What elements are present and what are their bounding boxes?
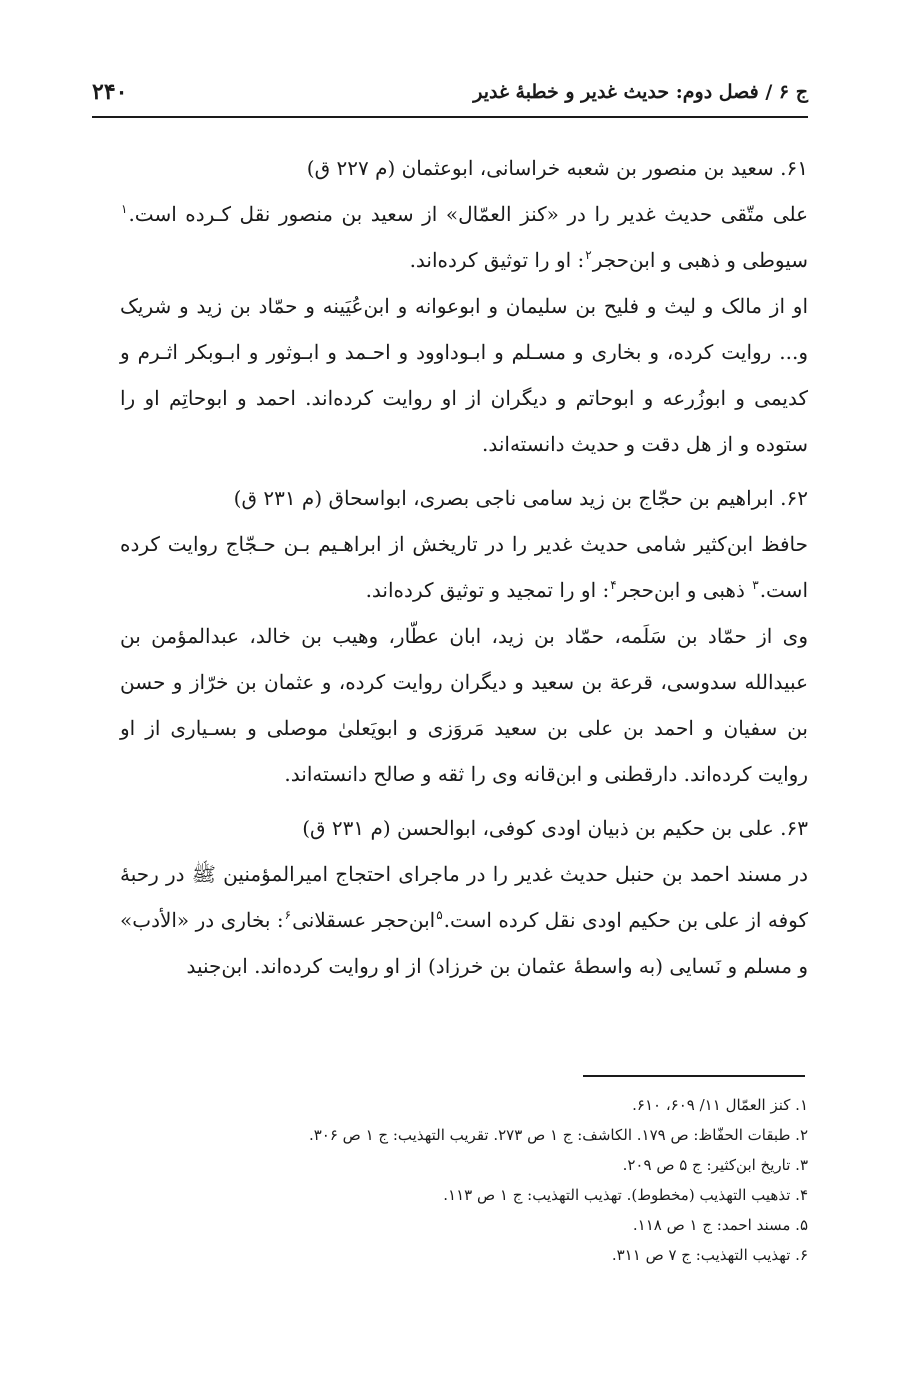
entry-62 — [120, 475, 808, 797]
entry-text-part: : او را تمجید و توثیق کرده‌اند. — [365, 578, 610, 602]
entry-text — [120, 851, 808, 989]
entry-text-part: در مسند احمد بن حنبل حدیث غدیر را در ماجرای احتجاج امیرالمؤمنین ﷺ در رحبهٔ کوفه از علی بن حکیم اودی نقل کرده است. — [120, 862, 808, 932]
footnote-ref[interactable]: ۴ — [610, 578, 617, 593]
entry-63 — [120, 805, 808, 989]
entry-text-part: : بخاری در «الأدب» و مسلم و نَسایی (به واسطهٔ عثمان بن خرزاد) از او روایت کرده‌اند. ابن‌جنید — [120, 908, 808, 978]
entry-text-part: علی متّقی حدیث غدیر را در «کنز العمّال» از سعید بن منصور نقل کـرده است. — [128, 202, 808, 226]
entry-heading: ۶۳. علی بن حکیم بن ذبیان اودی کوفی، ابوالحسن (م ۲۳۱ ق) — [302, 816, 808, 840]
footnote-item: ۱. کنز العمّال ۱۱/ ۶۰۹، ۶۱۰. — [632, 1096, 808, 1114]
footnotes-list — [200, 1090, 808, 1270]
entry-heading: ۶۲. ابراهیم بن حجّاج بن زید سامی ناجی بصری، ابواسحاق (م ۲۳۱ ق) — [233, 486, 808, 510]
entry-text-part: ابن‌حجر عسقلانی — [292, 908, 436, 932]
footnote-ref[interactable]: ۶ — [284, 908, 292, 923]
footnote-ref[interactable]: ۵ — [436, 908, 443, 923]
entry-text — [120, 191, 808, 283]
entry-text-part: : او را توثیق کرده‌اند. — [409, 248, 585, 272]
footnote-divider — [583, 1075, 805, 1077]
page-header — [92, 68, 808, 118]
running-title: ج ۶ / فصل دوم: حدیث غدیر و خطبهٔ غدیر — [473, 81, 808, 103]
footnote-item: ۲. طبقات الحفّاظ: ص ۱۷۹. الکاشف: ج ۱ ص ۲۷۳. تقریب التهذیب: ج ۱ ص ۳۰۶. — [308, 1126, 808, 1144]
footnote-item: ۳. تاریخ ابن‌کثیر: ج ۵ ص ۲۰۹. — [622, 1156, 808, 1174]
entry-text-part: حافظ ابن‌کثیر شامی حدیث غدیر را در تاریخش از ابراهـیم بـن حـجّاج روایت کرده است. — [120, 532, 808, 602]
entry-heading: ۶۱. سعید بن منصور بن شعبه خراسانی، ابوعثمان (م ۲۲۷ ق) — [306, 156, 808, 180]
entry-text — [120, 521, 808, 613]
entry-paragraph: وی از حمّاد بن سَلَمه، حمّاد بن زید، ابان عطّار، وهیب بن خالد، عبدالمؤمن بن عبیدالله سدوسی، قرعة بن سعید و دیگران روایت کرده، و عثمان بن خرّاز و حسن بن سفیان و احمد بن علی بن سعید مَروَزی و ابویَعلیٰ موصلی و بسـیاری از او روایت کرده‌اند. دارقطنی و ابن‌قانه وی را ثقه و صالح دانسته‌اند. — [120, 624, 808, 786]
footnote-ref[interactable]: ۱ — [121, 202, 128, 217]
footnote-item: ۴. تذهیب التهذیب (مخطوط). تهذیب التهذیب: ج ۱ ص ۱۱۳. — [443, 1186, 808, 1204]
footnote-ref[interactable]: ۲ — [585, 248, 592, 263]
footnote-item: ۵. مسند احمد: ج ۱ ص ۱۱۸. — [632, 1216, 808, 1234]
footnote-ref[interactable]: ۳ — [752, 578, 759, 593]
footnote-item: ۶. تهذیب التهذیب: ج ۷ ص ۳۱۱. — [611, 1246, 808, 1264]
entry-text-part: سیوطی و ذهبی و ابن‌حجر — [592, 248, 808, 272]
main-text — [120, 145, 808, 997]
page-number: ۲۴۰ — [92, 79, 128, 105]
entry-paragraph: او از مالک و لیث و فلیح بن سلیمان و ابوعوانه و ابن‌عُیَینه و حمّاد بن زید و شریک و... روایت کرده، و بخاری و مسـلم و ابـوداوود و احـمد و ابـوثور و ابـوبکر اثـرم و کدیمی و ابوزُرعه و ابوحاتم و دیگران از او روایت کرده‌اند. احمد و ابوحاتِم او را ستوده و از هل دقت و حدیث دانسته‌اند. — [120, 294, 809, 456]
entry-text-part: ذهبی و ابن‌حجر — [617, 578, 752, 602]
entry-61 — [120, 145, 808, 467]
